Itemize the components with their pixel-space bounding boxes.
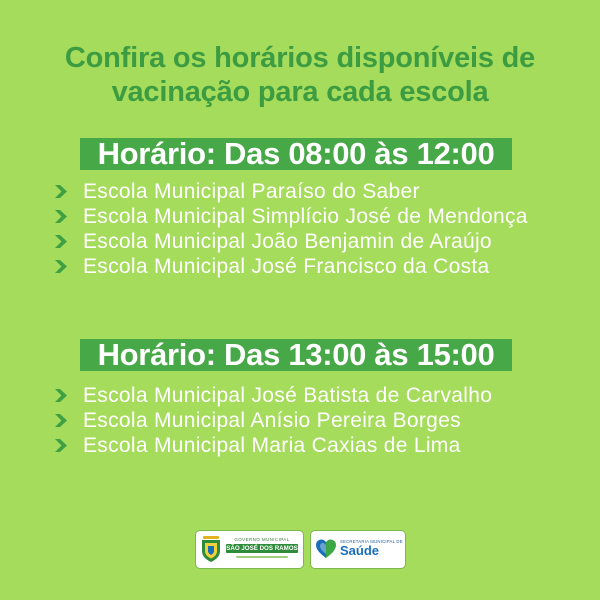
school-item	[55, 408, 492, 433]
health-name: Saúde	[340, 543, 380, 558]
school-list-afternoon	[55, 383, 492, 458]
school-item	[55, 383, 492, 408]
schedule-heading-morning: Horário: Das 08:00 às 12:00	[80, 138, 512, 170]
school-name: Escola Municipal João Benjamin de Araújo	[83, 230, 492, 253]
coat-of-arms-icon	[200, 536, 222, 563]
municipality-name: SÃO JOSÉ DOS RAMOS	[226, 545, 298, 552]
school-item	[55, 254, 528, 279]
health-heart-icon	[315, 538, 337, 560]
schedule-heading-afternoon: Horário: Das 13:00 às 15:00	[80, 339, 512, 371]
chevron-right-icon	[55, 414, 68, 427]
school-name: Escola Municipal Maria Caxias de Lima	[83, 434, 461, 457]
chevron-right-icon	[55, 439, 68, 452]
page-title	[0, 41, 600, 109]
title-line-2: vacinação para cada escola	[111, 76, 489, 108]
chevron-right-icon	[55, 260, 68, 273]
title-line-1: Confira os horários disponíveis de	[64, 42, 536, 74]
municipality-logo	[196, 531, 303, 568]
chevron-right-icon	[55, 185, 68, 198]
school-item	[55, 204, 528, 229]
school-name: Escola Municipal José Francisco da Costa	[83, 255, 490, 278]
school-item	[55, 179, 528, 204]
health-secretariat-logo	[311, 531, 405, 568]
school-item	[55, 433, 492, 458]
municipality-divider	[236, 556, 288, 558]
school-list-morning	[55, 179, 528, 279]
school-name: Escola Municipal José Batista de Carvalho	[83, 384, 493, 407]
health-label: SECRETARIA MUNICIPAL DE	[340, 539, 403, 544]
school-name: Escola Municipal Paraíso do Saber	[83, 180, 420, 203]
school-item	[55, 229, 528, 254]
chevron-right-icon	[55, 235, 68, 248]
chevron-right-icon	[55, 389, 68, 402]
school-name: Escola Municipal Simplício José de Mendonça	[83, 205, 528, 228]
school-name: Escola Municipal Anísio Pereira Borges	[83, 409, 461, 432]
municipality-label: GOVERNO MUNICIPAL	[234, 537, 290, 542]
chevron-right-icon	[55, 210, 68, 223]
